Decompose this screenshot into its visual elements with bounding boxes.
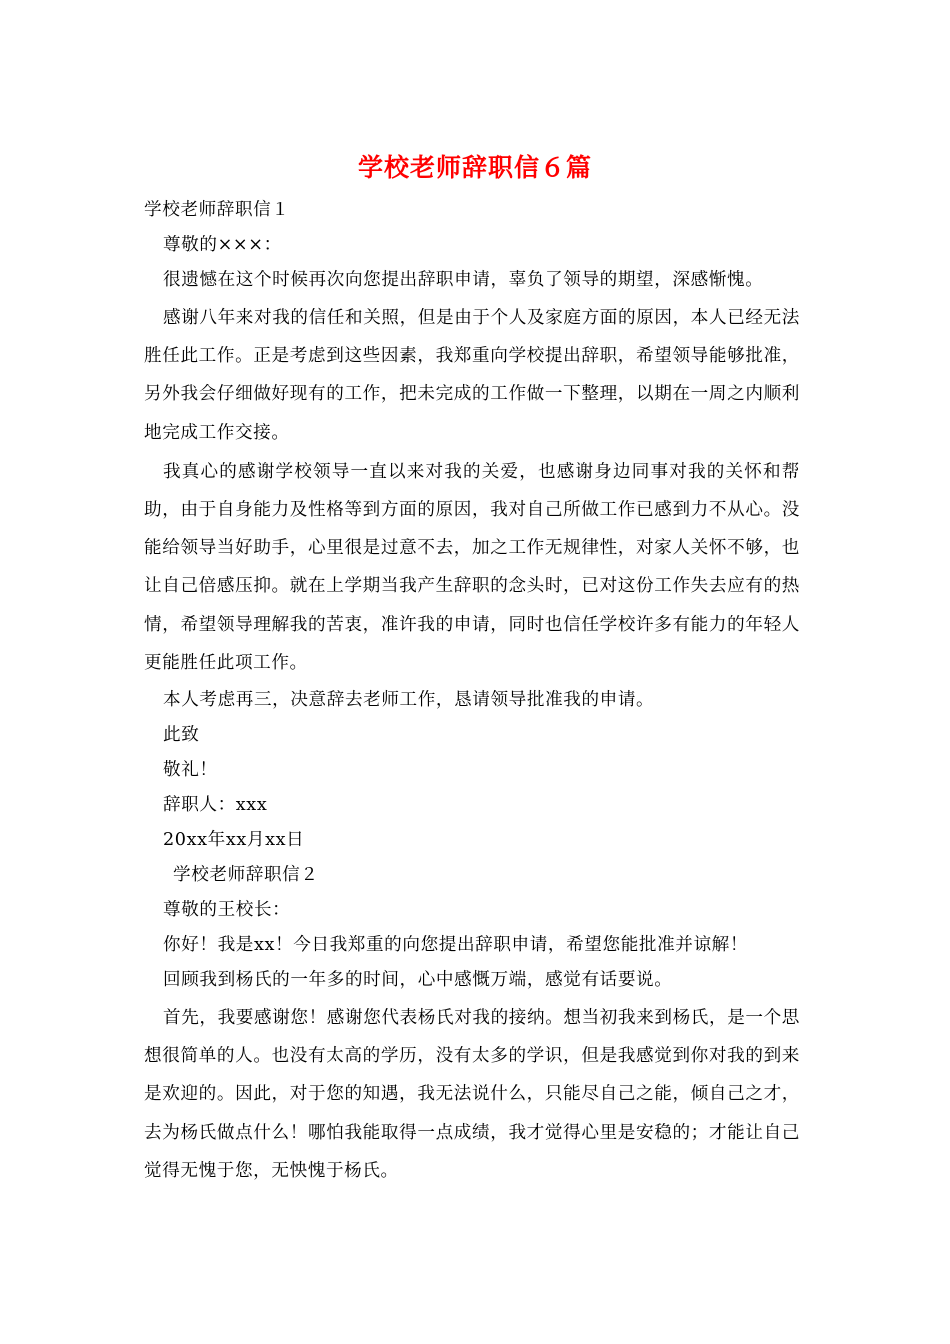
letter-1-salutation: 尊敬的×××：: [163, 235, 282, 255]
letter-1-paragraph: 本人考虑再三，决意辞去老师工作，恳请领导批准我的申请。: [163, 690, 655, 711]
letter-1-paragraph: 很遗憾在这个时候再次向您提出辞职申请，辜负了领导的期望，深感惭愧。: [163, 270, 764, 290]
letter-1-closing-salute: 敬礼！: [163, 760, 218, 781]
letter-2-paragraph: 回顾我到杨氏的一年多的时间，心中感慨万端，感觉有话要说。: [163, 970, 673, 991]
letter-2-salutation: 尊敬的王校长：: [163, 900, 291, 921]
letter-1-paragraph: 我真心的感谢学校领导一直以来对我的关爱，也感谢身边同事对我的关怀和帮助，由于自身能力及性格等到方面的原因，我对自己所做工作已感到力不从心。没能给领导当好助手，心里很是过意不去，加之工作无规律性，对家人关怀不够，也让自己倍感压抑。就在上学期当我产生辞职的念头时，已对这份工作失去应有的热情，希望领导理解我的苦衷，准许我的申请，同时也信任学校许多有能力的年轻人更能胜任此项工作。: [144, 461, 800, 673]
document-body: [144, 193, 800, 1191]
letter-1-closing: 此致: [163, 725, 200, 746]
letter-1-date: 20xx年xx月xx日: [163, 830, 305, 851]
letter-1-heading: 学校老师辞职信１: [144, 200, 290, 220]
letter-2-paragraph: 首先，我要感谢您！感谢您代表杨氏对我的接纳。想当初我来到杨氏，是一个思想很简单的人。也没有太高的学历，没有太多的学识，但是我感觉到你对我的到来是欢迎的。因此，对于您的知遇，我无法说什么，只能尽自己之能，倾自己之才，去为杨氏做点什么！哪怕我能取得一点成绩，我才觉得心里是安稳的；才能让自己觉得无愧于您，无怏愧于杨氏。: [144, 1008, 800, 1181]
letter-1-paragraph: 感谢八年来对我的信任和关照，但是由于个人及家庭方面的原因，本人已经无法胜任此工作。正是考虑到这些因素，我郑重向学校提出辞职，希望领导能够批准，另外我会仔细做好现有的工作，把未完成的工作做一下整理，以期在一周之内顺利地完成工作交接。: [144, 308, 800, 443]
document-title: 学校老师辞职信６篇: [357, 153, 592, 182]
letter-2-paragraph: 你好！我是xx！今日我郑重的向您提出辞职申请，希望您能批准并谅解！: [163, 935, 749, 956]
letter-2-heading: 学校老师辞职信２: [173, 865, 319, 886]
letter-1-signature: 辞职人：xxx: [163, 795, 268, 816]
